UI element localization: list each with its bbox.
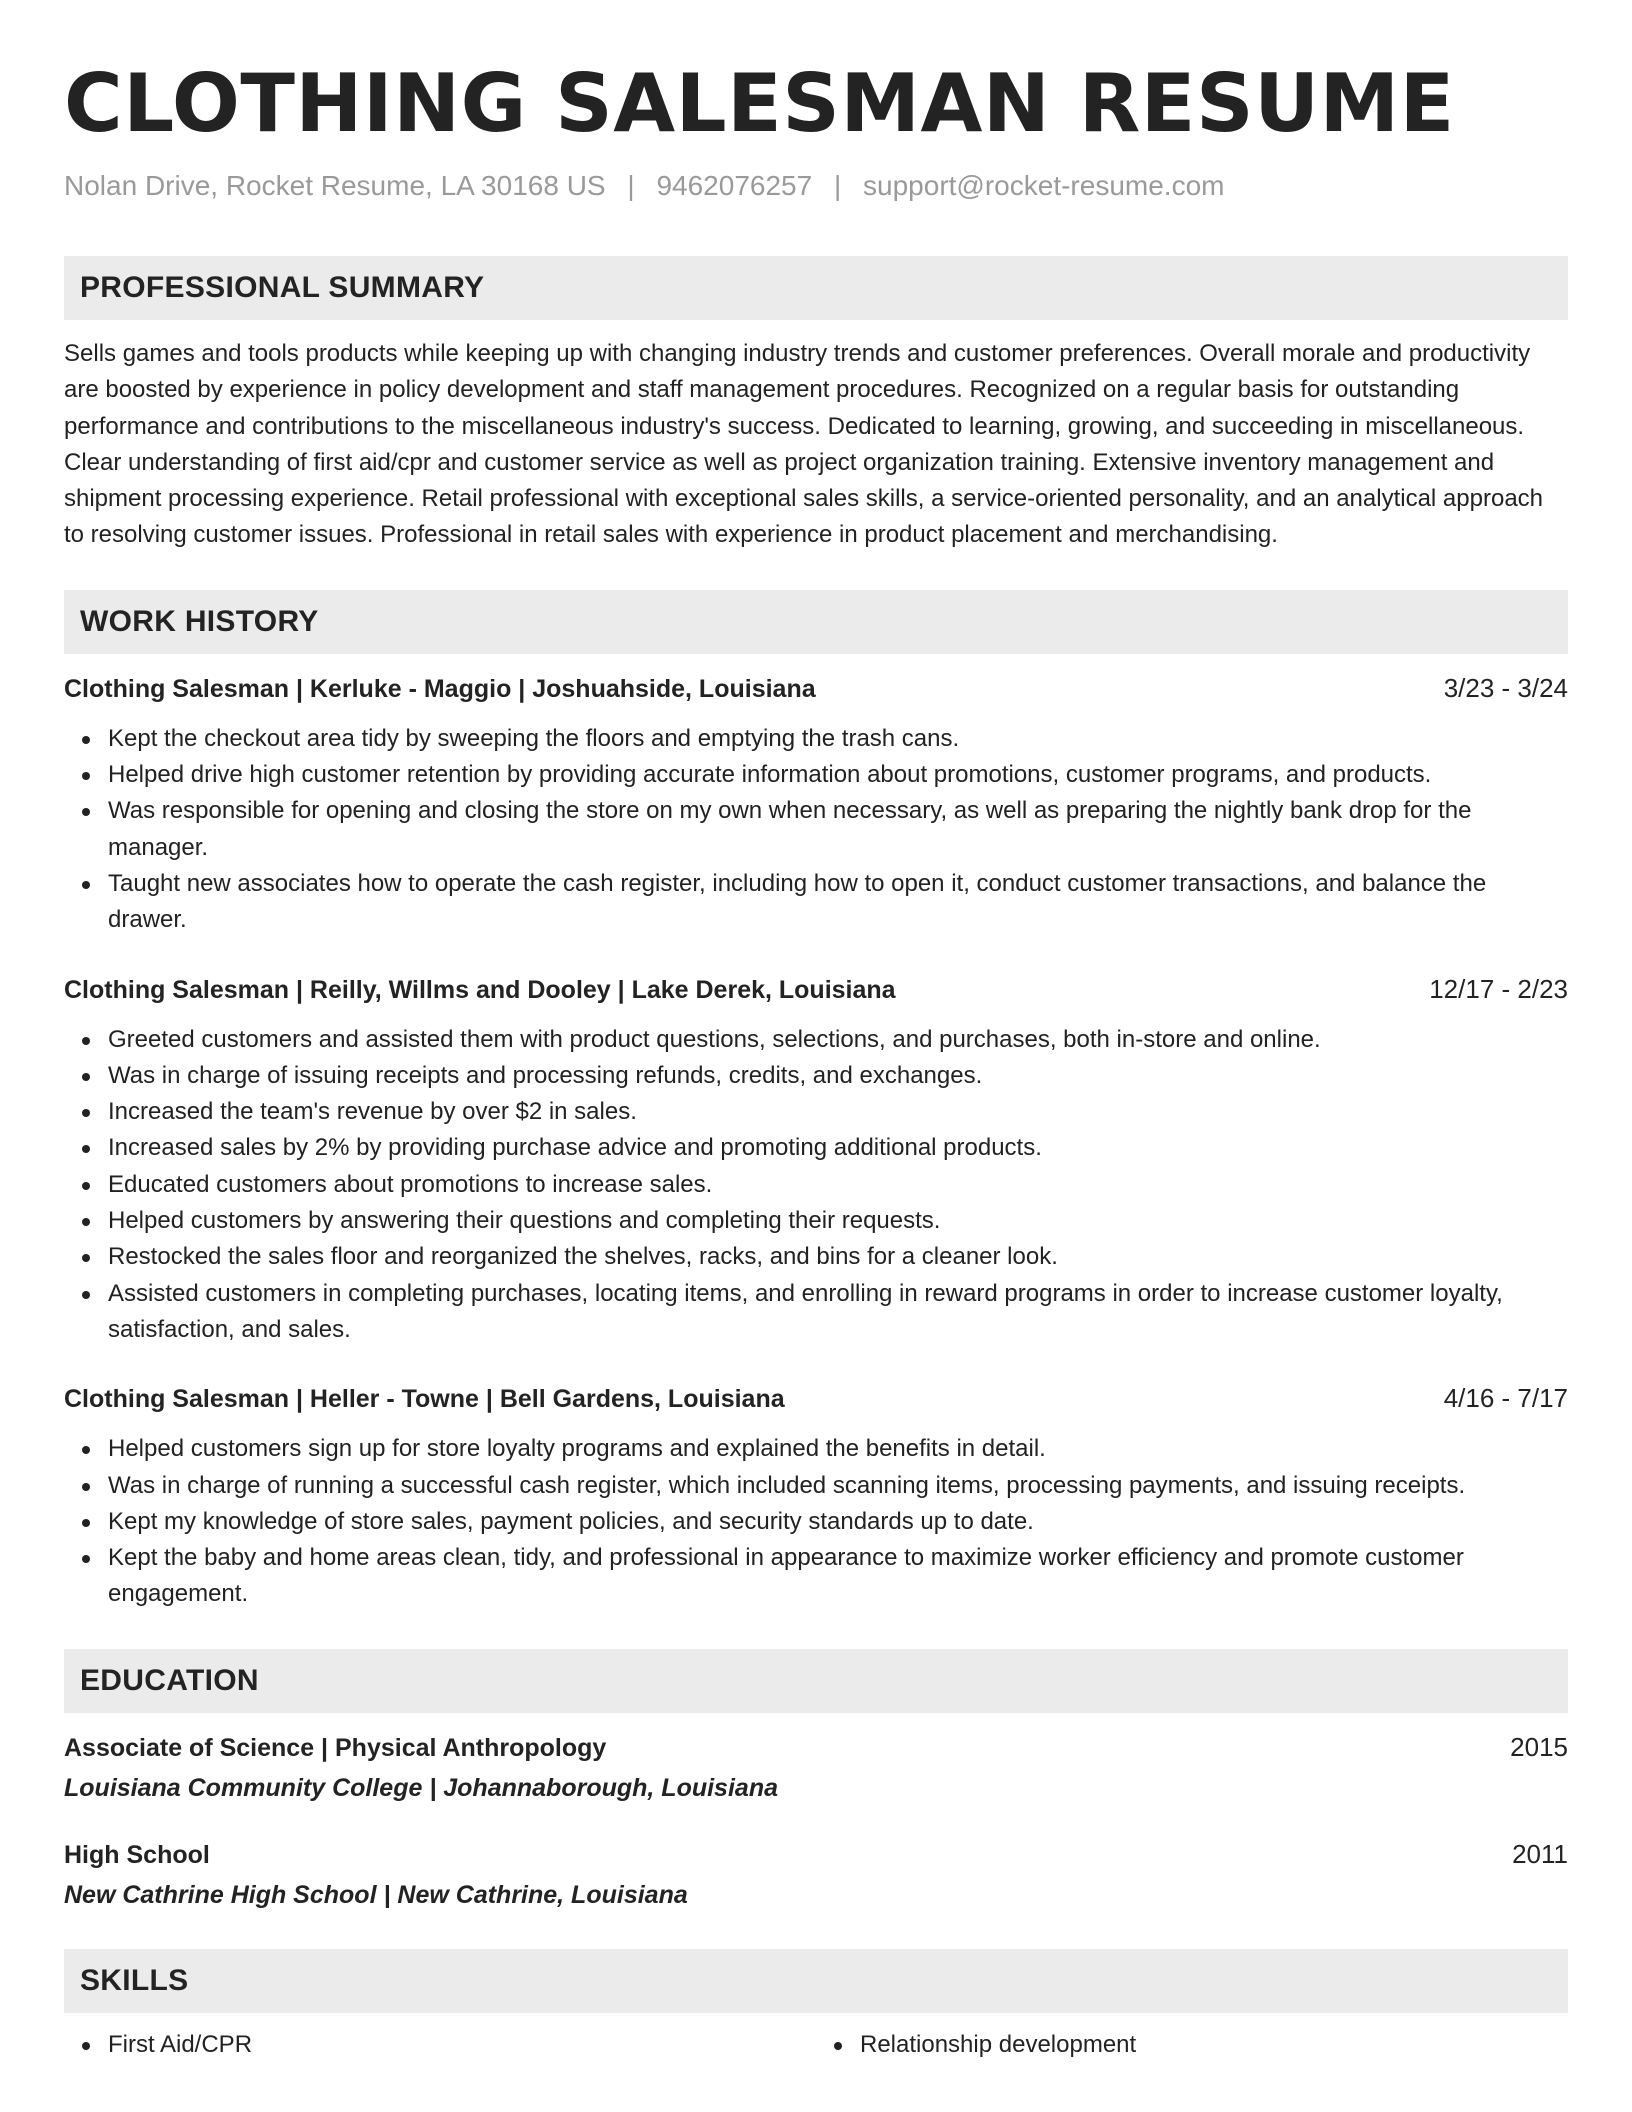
contact-line <box>64 168 1568 204</box>
job-bullet: Was responsible for opening and closing the store on my own when necessary, as well as preparing the nightly bank drop for the manager. <box>108 793 1568 866</box>
summary-paragraph: Sells games and tools products while keeping up with changing industry trends and customer preferences. Overall morale and productivity are boosted by experience in policy development and staff management procedures. Recognized on a regular basis for outstanding performance and contributions to the miscellaneous industry's success. Dedicated to learning, growing, and succeeding in miscellaneous. Clear understanding of first aid/cpr and customer service as well as project organization training. Extensive inventory management and shipment processing experience. Retail professional with exceptional sales skills, a service-oriented personality, and an analytical approach to resolving customer issues. Professional in retail sales with experience in product placement and merchandising. <box>64 340 1544 549</box>
education-degree: Associate of Science | Physical Anthropology <box>64 1733 607 1762</box>
contact-separator: | <box>627 170 635 201</box>
job-bullet: Increased the team's revenue by over $2 in sales. <box>108 1094 1568 1130</box>
education-school: New Cathrine High School | New Cathrine, Louisiana <box>64 1880 688 1909</box>
education-entry <box>64 1729 1568 1806</box>
education-year: 2015 <box>1510 1731 1568 1762</box>
job-title: Clothing Salesman | Heller - Towne | Bell Gardens, Louisiana <box>64 1385 785 1414</box>
job-bullet: Was in charge of running a successful cash register, which included scanning items, processing payments, and issuing receipts. <box>108 1468 1568 1504</box>
job-bullet: Greeted customers and assisted them with product questions, selections, and purchases, both in-store and online. <box>108 1022 1568 1058</box>
job-dates: 3/23 - 3/24 <box>1443 672 1568 703</box>
job-bullet: Helped customers sign up for store loyalty programs and explained the benefits in detail. <box>108 1431 1568 1467</box>
job-bullet: Was in charge of issuing receipts and processing refunds, credits, and exchanges. <box>108 1058 1568 1094</box>
education-header <box>64 1836 1568 1873</box>
section-header-summary: PROFESSIONAL SUMMARY <box>64 256 1568 320</box>
job-bullet: Increased sales by 2% by providing purchase advice and promoting additional products. <box>108 1130 1568 1166</box>
section-header-education: EDUCATION <box>64 1649 1568 1713</box>
job-header <box>64 971 1568 1008</box>
job-header <box>64 670 1568 707</box>
skills-column-left <box>64 2027 816 2063</box>
skill-item: First Aid/CPR <box>108 2027 816 2063</box>
job-title: Clothing Salesman | Reilly, Willms and Dooley | Lake Derek, Louisiana <box>64 975 896 1004</box>
job-dates: 12/17 - 2/23 <box>1429 973 1568 1004</box>
job-header <box>64 1380 1568 1417</box>
education-entry <box>64 1836 1568 1913</box>
job-entry <box>64 1380 1568 1612</box>
job-entry <box>64 971 1568 1349</box>
job-bullet: Helped customers by answering their questions and completing their requests. <box>108 1203 1568 1239</box>
job-bullet: Educated customers about promotions to increase sales. <box>108 1167 1568 1203</box>
contact-email: support@rocket-resume.com <box>863 170 1225 201</box>
education-year: 2011 <box>1512 1838 1568 1869</box>
job-title: Clothing Salesman | Kerluke - Maggio | Joshuahside, Louisiana <box>64 674 816 703</box>
job-bullet: Taught new associates how to operate the cash register, including how to open it, conduct customer transactions, and balance the drawer. <box>108 866 1568 939</box>
job-bullets <box>64 721 1568 939</box>
resume-title: CLOTHING SALESMAN RESUME <box>64 57 1455 150</box>
skills-column-right <box>816 2027 1568 2063</box>
job-bullet: Helped drive high customer retention by providing accurate information about promotions, customer programs, and products. <box>108 757 1568 793</box>
job-bullet: Restocked the sales floor and reorganized the shelves, racks, and bins for a cleaner look. <box>108 1239 1568 1275</box>
skills-list <box>64 2027 1568 2063</box>
section-header-work-history: WORK HISTORY <box>64 590 1568 654</box>
job-bullets <box>64 1431 1568 1612</box>
contact-address: Nolan Drive, Rocket Resume, LA 30168 US <box>64 170 606 201</box>
contact-phone: 9462076257 <box>656 170 813 201</box>
education-degree: High School <box>64 1840 210 1869</box>
job-bullet: Kept my knowledge of store sales, payment policies, and security standards up to date. <box>108 1504 1568 1540</box>
job-bullet: Kept the baby and home areas clean, tidy, and professional in appearance to maximize worker efficiency and promote customer engagement. <box>108 1540 1568 1613</box>
job-bullet: Assisted customers in completing purchases, locating items, and enrolling in reward programs in order to increase customer loyalty, satisfaction, and sales. <box>108 1276 1568 1349</box>
skill-item: Relationship development <box>860 2027 1568 2063</box>
job-entry <box>64 670 1568 939</box>
contact-separator: | <box>833 170 842 201</box>
job-dates: 4/16 - 7/17 <box>1443 1383 1568 1414</box>
education-school: Louisiana Community College | Johannaborough, Louisiana <box>64 1773 778 1802</box>
section-header-skills: SKILLS <box>64 1949 1568 2013</box>
job-bullets <box>64 1022 1568 1349</box>
education-header <box>64 1729 1568 1766</box>
job-bullet: Kept the checkout area tidy by sweeping the floors and emptying the trash cans. <box>108 721 1568 757</box>
